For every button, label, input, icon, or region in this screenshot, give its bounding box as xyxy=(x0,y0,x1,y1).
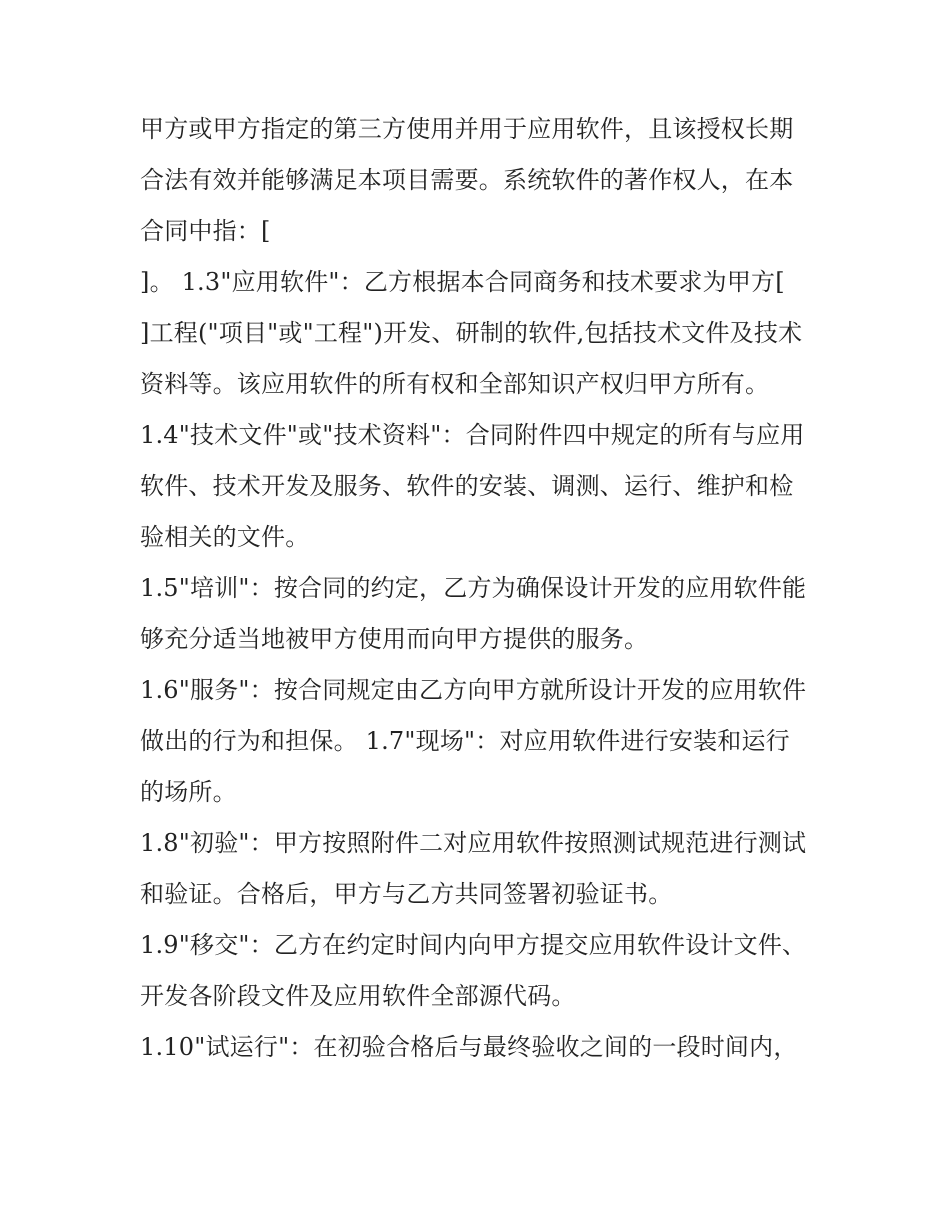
text-line: 的场所。 xyxy=(140,778,237,806)
text-line: ]工程("项目"或"工程")开发、研制的软件,包括技术文件及技术 xyxy=(140,319,803,347)
text-line: 1.6"服务"：按合同规定由乙方向甲方就所设计开发的应用软件 xyxy=(140,676,807,704)
text-line: 够充分适当地被甲方使用而向甲方提供的服务。 xyxy=(140,625,649,653)
text-line: 合法有效并能够满足本项目需要。系统软件的著作权人，在本 xyxy=(140,166,794,194)
text-line: 1.9"移交"：乙方在约定时间内向甲方提交应用软件设计文件、 xyxy=(140,931,807,959)
text-line: 1.5"培训"：按合同的约定，乙方为确保设计开发的应用软件能 xyxy=(140,574,807,602)
text-line: ]。 1.3"应用软件"：乙方根据本合同商务和技术要求为甲方[ xyxy=(140,268,785,296)
text-line: 软件、技术开发及服务、软件的安装、调测、运行、维护和检 xyxy=(140,472,794,500)
contract-text-body xyxy=(140,104,820,1073)
text-line: 合同中指：[ xyxy=(140,217,271,245)
text-line: 验相关的文件。 xyxy=(140,523,310,551)
text-line: 甲方或甲方指定的第三方使用并用于应用软件，且该授权长期 xyxy=(140,115,794,143)
text-line: 资料等。该应用软件的所有权和全部知识产权归甲方所有。 xyxy=(140,370,770,398)
text-line: 1.4"技术文件"或"技术资料"：合同附件四中规定的所有与应用 xyxy=(140,421,805,449)
text-line: 1.10"试运行"：在初验合格后与最终验收之间的一段时间内， xyxy=(140,1033,798,1061)
text-line: 开发各阶段文件及应用软件全部源代码。 xyxy=(140,982,576,1010)
text-line: 1.8"初验"：甲方按照附件二对应用软件按照测试规范进行测试 xyxy=(140,829,807,857)
text-line: 和验证。合格后，甲方与乙方共同签署初验证书。 xyxy=(140,880,673,908)
text-line: 做出的行为和担保。 1.7"现场"：对应用软件进行安装和运行 xyxy=(140,727,790,755)
